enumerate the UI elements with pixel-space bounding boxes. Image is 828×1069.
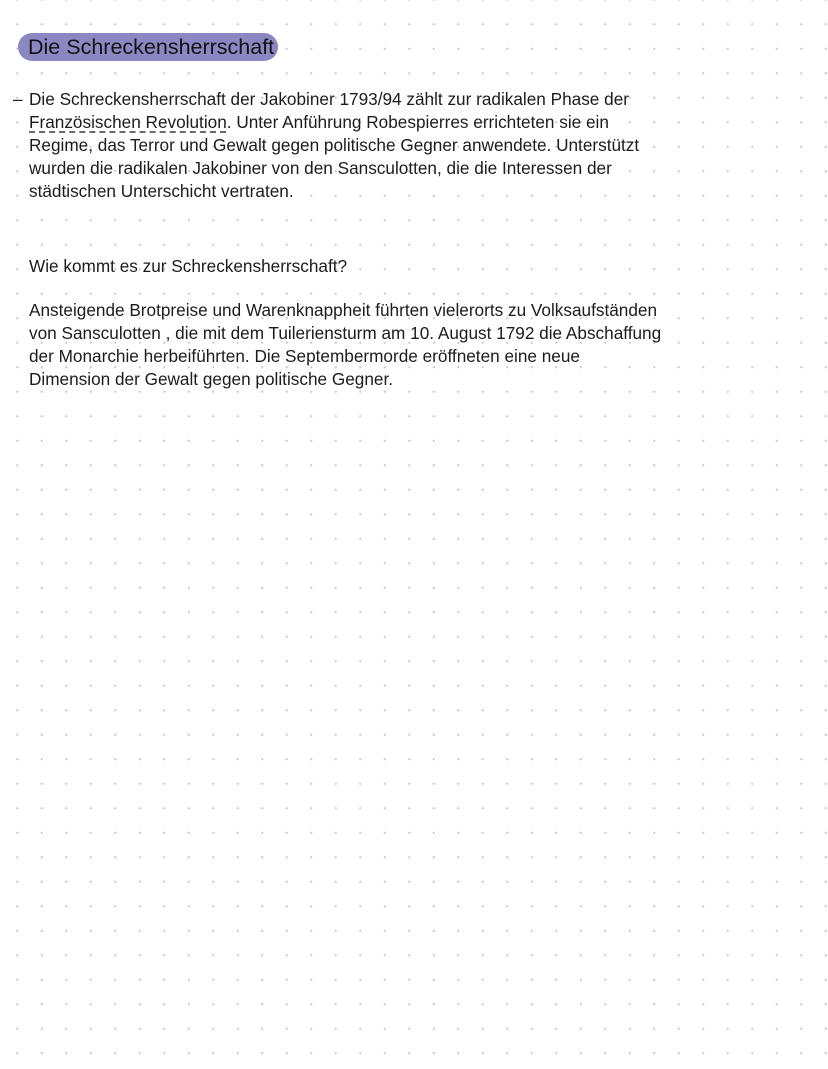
question-heading: Wie kommt es zur Schreckensherrschaft? [29, 256, 348, 276]
bullet-dash: – [13, 89, 23, 109]
intro-line-1: Die Schreckensherrschaft der Jakobiner 1793/94 zählt zur radikalen Phase der [29, 89, 629, 109]
intro-line-2-rest: . Unter Anführung Robespierres errichteten sie ein [226, 112, 609, 132]
answer-line-4: Dimension der Gewalt gegen politische Gegner. [29, 369, 394, 389]
page-title: Die Schreckensherrschaft [18, 33, 278, 61]
intro-line-5: städtischen Unterschicht vertraten. [29, 181, 294, 201]
intro-line-4: wurden die radikalen Jakobiner von den Sansculotten, die die Interessen der [29, 158, 612, 178]
answer-paragraph [29, 299, 809, 391]
answer-line-2: von Sansculotten , die mit dem Tuileriensturm am 10. August 1792 die Abschaffung [29, 323, 662, 343]
revolution-term: Französischen Revolution [29, 112, 227, 132]
answer-line-1: Ansteigende Brotpreise und Warenknappheit führten vielerorts zu Volksaufständen [29, 300, 658, 320]
intro-line-2 [29, 111, 809, 134]
answer-line-3: der Monarchie herbeiführten. Die Septembermorde eröffneten eine neue [29, 346, 580, 366]
intro-paragraph [13, 88, 809, 203]
intro-line-3: Regime, das Terror und Gewalt gegen politische Gegner anwendete. Unterstützt [29, 135, 640, 155]
